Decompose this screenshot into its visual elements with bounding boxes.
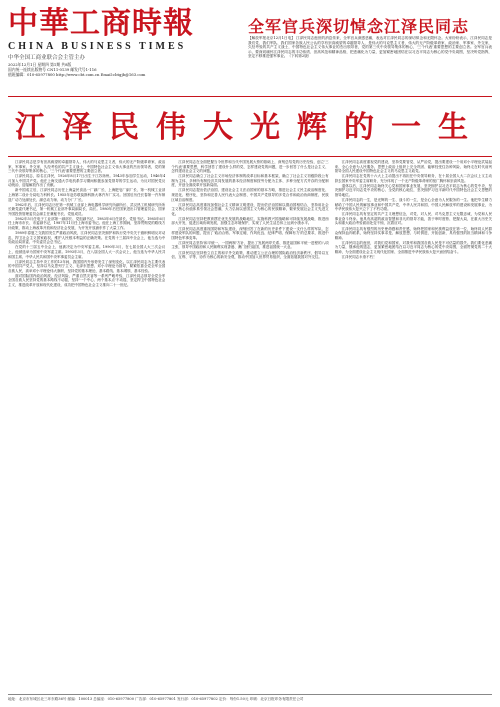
article-paragraph: 1962年后，江泽民同志历任第一机械工业部上海电器科学研究所副所长、武汉热工机械研究所所长兼党委代理书记，第一机械工业部外事局副局长、局长。1980年后任国家进出口管理委员会、国家外国投资管理委员会副主任兼秘书长、党组成员。	[8, 202, 166, 216]
article-paragraph: 江泽民同志坚持'和平统一、一国两制'方针，提出了发展两岸关系、推进祖国和平统一进程的八项主张，领导中国政府和人民顺利实现香港、澳门回归祖国，推进祖国统一大业。	[171, 240, 329, 250]
article-paragraph: 江泽民同志主持中央工作的13年间，我国国内外形势发生了深刻变化。以江泽民同志为主要代表的中国共产党人，坚持以马克思列宁主义、毛泽东思想、邓小平理论为指导，紧紧依靠全党全军全国各族人民，高举邓小平理论伟大旗帜，坚持党的基本理论、基本路线、基本纲领、基本经验。	[8, 259, 166, 273]
article-paragraph: 江泽民同志永垂不朽！	[341, 255, 377, 260]
article-column-1	[8, 160, 165, 690]
main-title: 江泽民伟大光辉的一生	[15, 110, 485, 145]
masthead	[8, 8, 492, 70]
article-body	[8, 160, 492, 690]
publication-number-line: 国内统一连续出版物号 CN11-0139 邮发代号1-116	[8, 67, 97, 72]
contact-line: 值班编辑：010-65977800 http://www.cbt.com.cn Email:cbtgjb@163.com	[8, 72, 146, 77]
article-paragraph: 江泽民同志是享有崇高威望的卓越领导人，伟大的马克思主义者，伟大的无产阶级革命家、政治家、军事家、外交家，久经考验的共产主义战士，中国特色社会主义伟大事业的杰出领导者，党的第三代中央领导集体的核心，'三个代表'重要思想的主要创立者。	[8, 160, 166, 174]
article-paragraph: 江泽民同志坚持把教育摆在优先发展的战略地位，实施科教兴国战略和可持续发展战略，推进西部大开发，促进区域协调发展，加强生态环境保护，实现了人民生活总体上达到小康水平。	[171, 216, 329, 226]
article-column-2	[171, 160, 328, 690]
article-paragraph: 江泽民同志在党的十六大上主动提出不再担任中央领导职务，在十届全国人大二次会议上又主动辞去国家中央军委主席职务，充分体现了一个无产阶级革命家的宽广胸怀和崇高风范。	[334, 174, 492, 183]
article-paragraph: 江泽民同志具有强烈的历史使命感和责任感，始终把国家和民族利益放在第一位，始终同人民群众保持血肉联系，始终坚持实事求是、解放思想、与时俱进、开拓创新，具有强烈的担当精神和斗争精神。	[334, 226, 492, 240]
footer-divider	[8, 694, 492, 695]
issue-date-line: 2022年12月1日 星期四 第1期 共8版	[8, 62, 72, 67]
article-paragraph: 新中国成立后，江泽民同志历任上海益民食品一厂副厂长、上海肥皂厂副厂长、第一机械工业部上海第二设计分局电力科科长。1955年赴苏联莫斯科斯大林汽车厂实习。回国后历任长春第一汽车制造厂动力处副处长、副总动力师、动力分厂厂长。	[8, 188, 166, 202]
newspaper-logo	[8, 8, 240, 60]
article-paragraph: 江泽民同志，原名江泽民，1926年8月17日出生于江苏扬州。1943年参加学生运动，1946年4月加入中国共产党。他在上海交通大学电机系学习期间积极参加党领导的学生运动，为反对国民党反动统治、迎接解放作出了贡献。	[8, 174, 166, 188]
logo-chinese: 中華工商時報	[8, 6, 194, 41]
article-paragraph: 1989年春夏之交我国发生严重政治风波，江泽民同志坚决拥护和执行党中央关于旗帜鲜明反对动乱、捍卫社会主义国家政权、维护人民根本利益的正确决策。在党的十三届四中全会上，他当选为中央政治局常委、中央委员会总书记。	[8, 231, 166, 245]
article-paragraph: 江泽民同志高度重视加强社会主义精神文明建设，提出依法治国和以德治国相结合，坚持用社会主义核心价值体系引领社会思潮，大力弘扬以爱国主义为核心的民族精神，繁荣发展社会主义先进文化。	[171, 202, 329, 216]
article-paragraph: 江泽民同志在全面把握当今世界和当代中国发展大势的基础上，深刻总结党的历史经验，创立'三个代表'重要思想，科学回答了建设什么样的党、怎样建设党的问题，进一步回答了什么是社会主义、怎样建设社会主义的问题。	[171, 160, 329, 174]
footer-info: 地址：北京市东城区北三环东路36号 邮编：100013 总编室：010-65977800 广告部：010-65977801 发行部：010-65977802 定价：每份1.50元 印刷：北京日报印务有限责任公司	[8, 697, 304, 701]
article-paragraph: 江泽民同志提出依法治国、建设社会主义法治国家的基本方略，推进社会主义民主政治制度化、规范化、程序化，坚持和完善人民代表大会制度、中国共产党领导的多党合作和政治协商制度、民族区域自治制度。	[171, 188, 329, 202]
logo-english: CHINA BUSINESS TIMES	[8, 41, 187, 52]
article-paragraph: 面对国际国内政治风波、经济风险、严重自然灾害等一系列严峻考验，江泽民同志领导全党全军全国各族人民坚持党的基本路线不动摇，坚持'一个中心、两个基本点'不动摇，坚定捍卫中国特色社会主义，推进改革开放和现代化建设，成功把中国特色社会主义推向二十一世纪。	[8, 273, 166, 287]
article-paragraph: 退休以后，江泽民同志始终关心党和国家事业发展，坚决拥护以习近平同志为核心的党中央，坚决拥护习近平同志党中央的核心、全党的核心地位，坚决拥护习近平新时代中国特色社会主义思想的指导地位。	[334, 183, 492, 198]
title-divider	[8, 156, 492, 157]
article-paragraph: 江泽民同志具有坚定的共产主义理想信念，对党、对人民、对马克思主义无限忠诚，为党和人民事业奋斗终身。他具有高超的政治智慧和非凡的领导才能，善于审时度势、把握大局，在重大历史关头和重大政治考验面前处变不惊、沉着应对。	[334, 212, 492, 226]
article-paragraph: 江泽民同志的一生，是光辉的一生、战斗的一生，是全心全意为人民服务的一生。他把毕生精力献给了中国人民的解放事业和中国共产党、中华人民共和国、中国人民解放军的建设和发展事业，为中华民族伟大复兴立下了不朽功勋。	[334, 198, 492, 212]
article-paragraph: 江泽民同志高度重视国防和军队建设，深刻回答了在新的历史条件下建设一支什么样的军队、怎样建设军队的问题，提出了'政治合格、军事过硬、作风优良、纪律严明、保障有力'的总要求，推进中国特色军事变革。	[171, 226, 329, 240]
article-paragraph: 江泽民同志确立了社会主义市场经济体制的改革目标和基本框架，确立了社会主义初级阶段公有制为主体、多种所有制经济共同发展的基本经济制度和按劳分配为主体、多种分配方式并存的分配制度，开创全面改革开放新局面。	[171, 174, 329, 188]
top-headline: 全军官兵深切悼念江泽民同志	[248, 17, 470, 36]
masthead-divider	[8, 96, 492, 97]
article-paragraph: 江泽民同志的逝世，对我们党和国家、对我军和我国各族人民是不可估量的损失。我们要化悲痛为力量，继承他的遗志，更加紧密地团结在以习近平同志为核心的党中央周围，全面贯彻党的二十大精神，为全面建设社会主义现代化国家、全面推进中华民族伟大复兴而团结奋斗。	[334, 240, 492, 254]
article-paragraph: 1982年5月任电子工业部第一副部长、党组副书记，1983年6月任部长、党组书记。1985年6月任上海市市长、市委副书记，1987年11月任上海市委书记。他在上海工作期间，坚持贯彻党的路线方针政策，推动上海改革开放和经济社会发展，为开发开放浦东作了大量工作。	[8, 216, 166, 231]
article-paragraph: 在党的十三届五中全会上，他被决定为中央军委主席。1990年3月，在七届全国人大三次会议上，他被选举为国家中央军委主席。1993年3月，在八届全国人大一次会议上，他当选为中华人民共和国主席、中华人民共和国中央军事委员会主席。	[8, 245, 166, 259]
article-column-3	[335, 160, 492, 690]
logo-slogan	[8, 53, 240, 61]
masthead-info	[8, 62, 240, 77]
slogan-text: 中华全国工商业联合会主管主办	[8, 55, 86, 61]
lead-paragraph: 【解放军报北京12月1日电】 江泽民同志逝世的消息传来，全军官兵深感悲痛，表达对江泽民同志的深切悼念和无限怀念。大家纷纷表示，江泽民同志是我们党、我们军队、我们国家各族人民公认的享有崇高威望的卓越领导人，是伟大的马克思主义者，伟大的无产阶级革命家、政治家、军事家、外交家，久经考验的共产主义战士，中国特色社会主义伟大事业的杰出领导者，党的第三代中央领导集体的核心，'三个代表'重要思想的主要创立者。全军官兵表示，要深切缅怀江泽民同志的丰功伟绩、崇高风范和精神品格，把悲痛化为力量，更加紧密地团结在以习近平同志为核心的党中央周围，坚决听党指挥，坚定不移推进强军事业。（下转第2版）	[248, 36, 492, 59]
article-paragraph: 江泽民同志坚持独立自主的和平外交政策，推动建立公正合理的国际政治经济新秩序，倡导以互信、互利、平等、协作为核心的新安全观，推动中国加入世界贸易组织，全面拓展我国对外交往。	[171, 250, 329, 260]
article-paragraph: 江泽民同志高度重视党的建设，坚持党要管党、从严治党，提出要建设一个用邓小平理论武装起来、全心全意为人民服务、思想上政治上组织上完全巩固、能够经受住各种风险、始终走在时代前列领导全国人民建设中国特色社会主义的马克思主义政党。	[334, 160, 492, 174]
